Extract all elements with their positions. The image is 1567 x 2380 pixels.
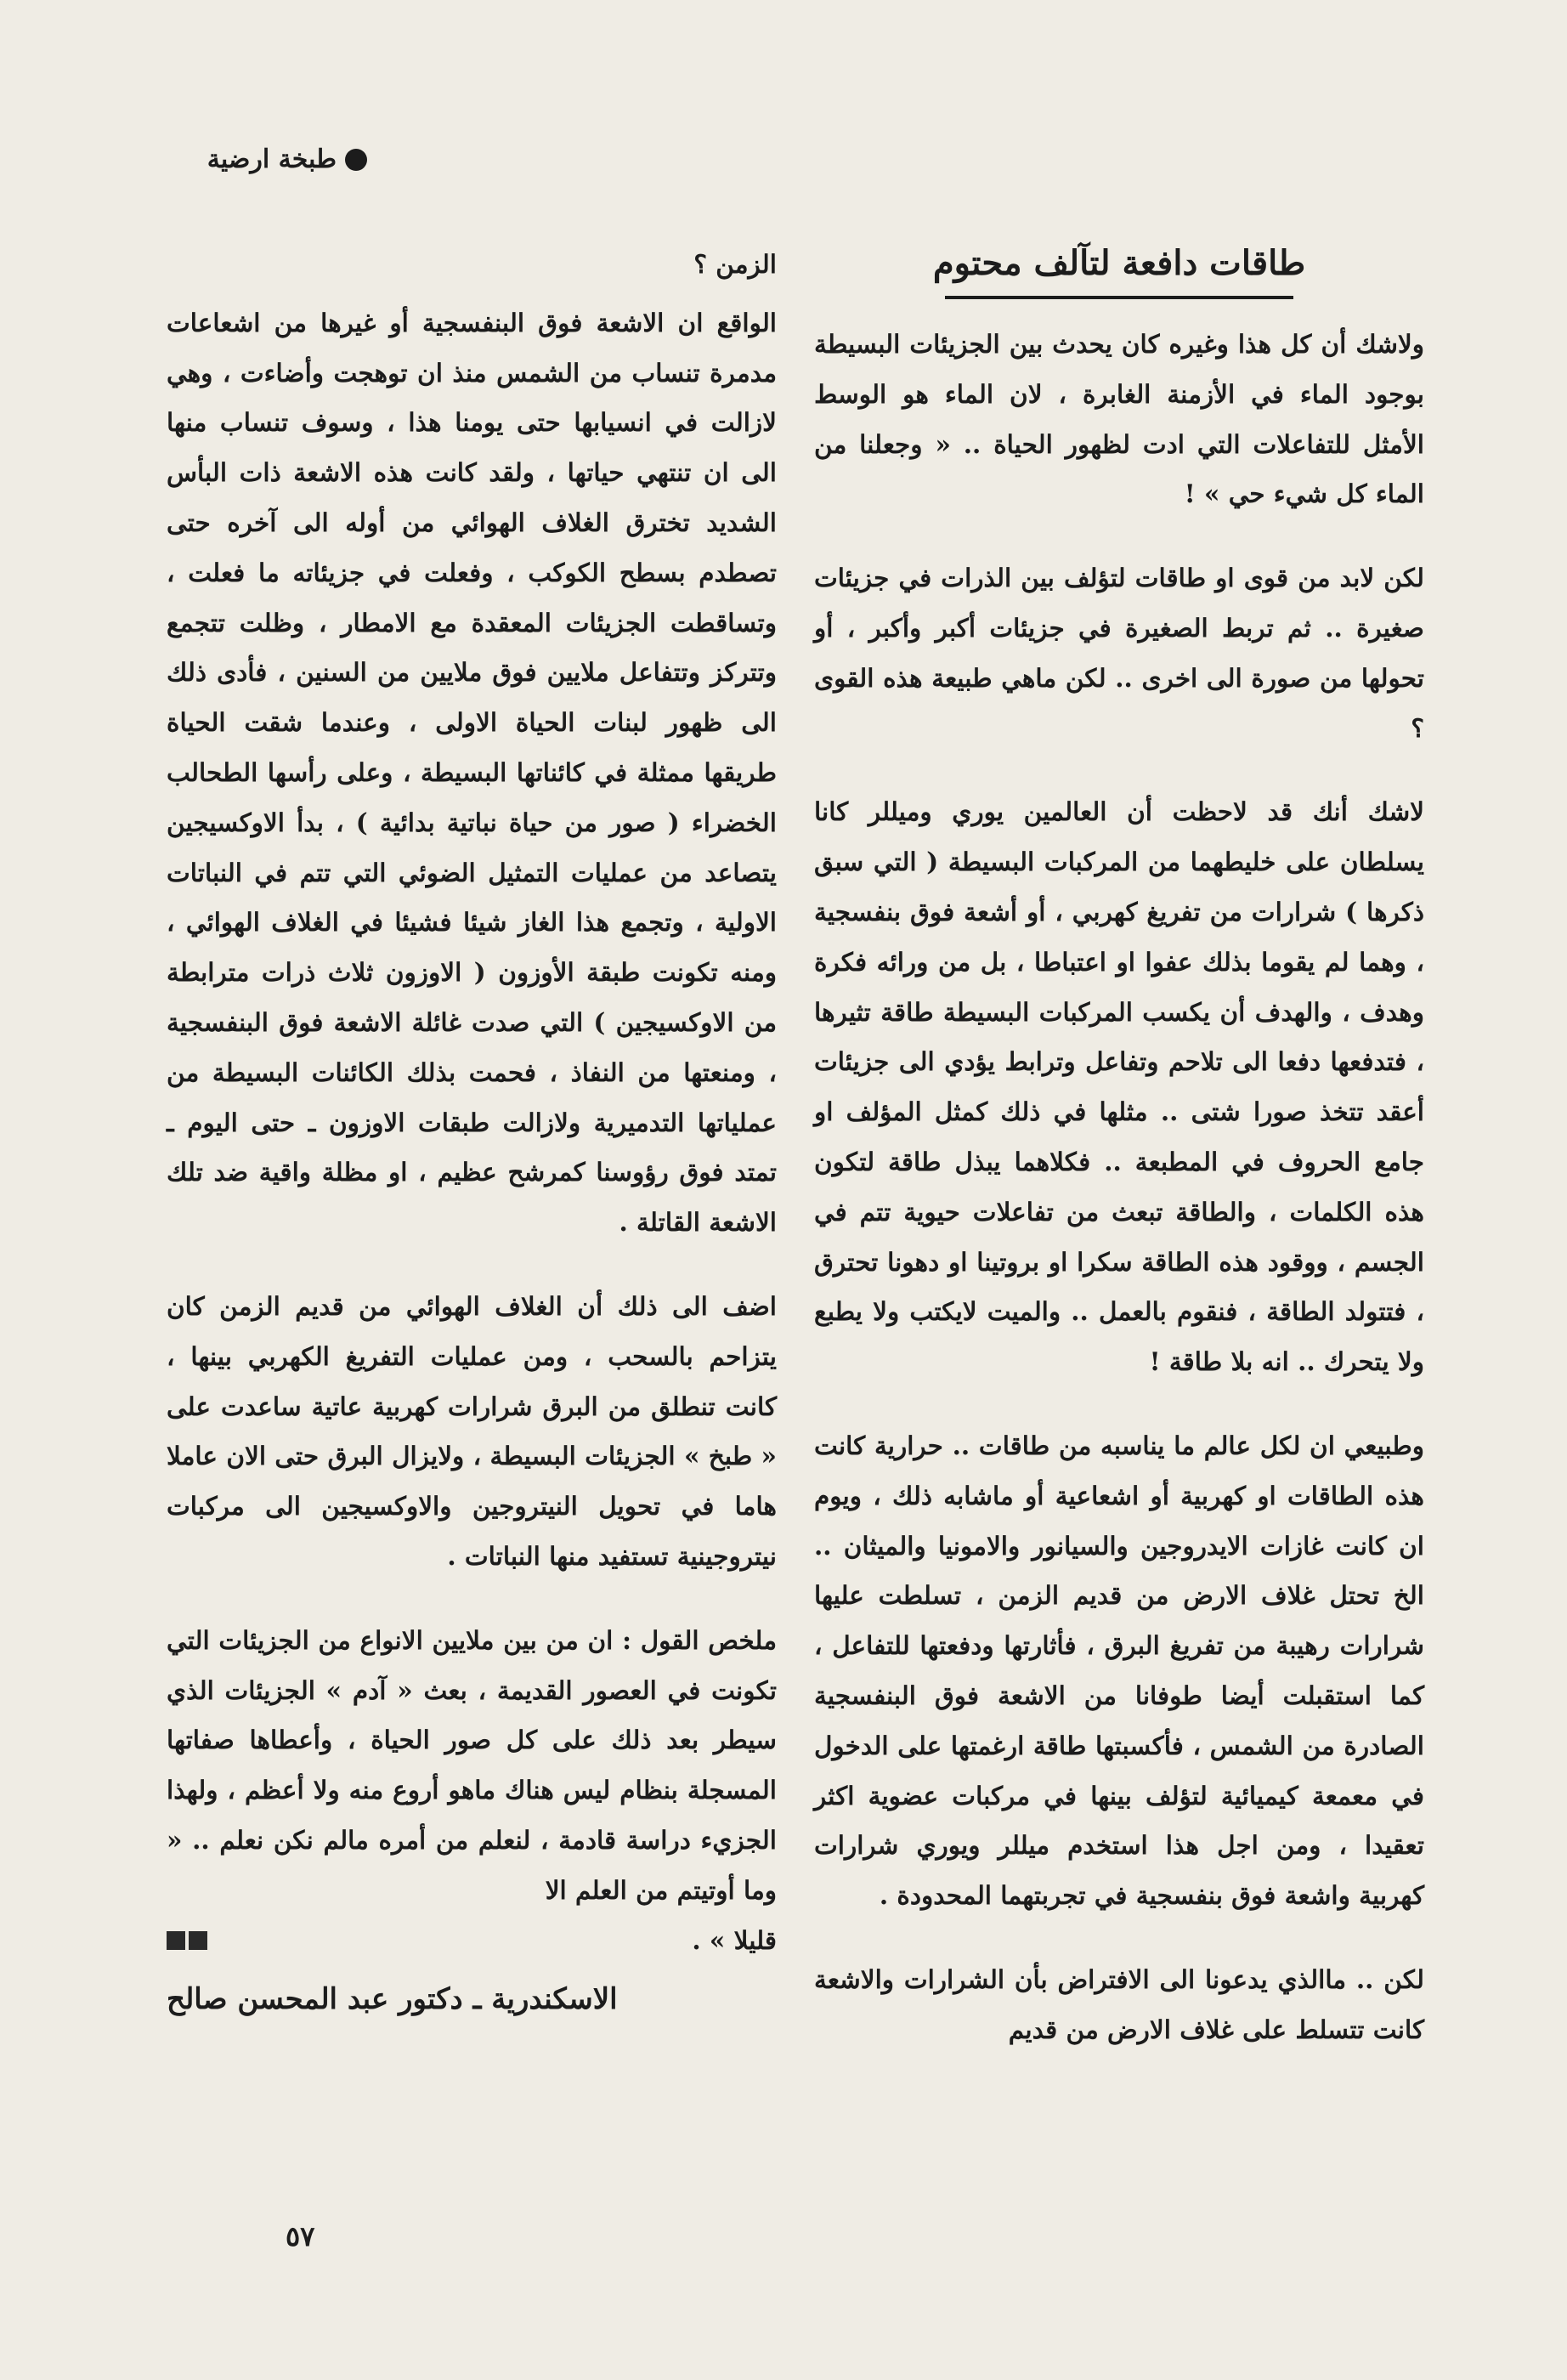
closing-line: قليلا » . — [692, 1924, 777, 1955]
left-column — [167, 240, 777, 2025]
paragraph: لاشك أنك قد لاحظت أن العالمين يوري وميللر كانا يسلطان على خليطهما من المركبات البسيطة ( التي سبق ذكرها ) شرارات من تفريغ كهربي ، أو أشعة فوق بنفسجية ، وهما لم يقوما بذلك عفوا او اعتباطا ، بل من ورائه فكرة وهدف ، والهدف أن يكسب المركبات البسيطة طاقة تثيرها ، فتدفعها دفعا الى تلاحم وتفاعل وترابط يؤدي الى جزيئات أعقد تتخذ صورا شتى .. مثلها في ذلك كمثل المؤلف او جامع الحروف في المطبعة .. فكلاهما يبذل طاقة لتكون هذه الكلمات ، والطاقة تبعث من تفاعلات حيوية تتم في الجسم ، ووقود هذه الطاقة سكرا او بروتينا او دهونا تحترق ، فتتولد الطاقة ، فنقوم بالعمل .. والميت لايكتب ولا يطبع ولا يتحرك .. انه بلا طاقة ! — [814, 796, 1424, 1377]
paragraph: لكن لابد من قوى او طاقات لتؤلف بين الذرات في جزيئات صغيرة .. ثم تربط الصغيرة في جزيئات أكبر وأكبر ، أو تحولها من صورة الى اخرى .. لكن ماهي طبيعة هذه القوى ؟ — [814, 563, 1424, 743]
article-title: طاقات دافعة لتآلف محتوم — [932, 243, 1306, 283]
continuation-line: الزمن ؟ — [693, 249, 777, 279]
paragraph: وطبيعي ان لكل عالم ما يناسبه من طاقات .. حرارية كانت هذه الطاقات او كهربية أو اشعاعية أو ماشابه ذلك ، ويوم ان كانت غازات الايدروجين والسيانور والامونيا والميثان .. الخ تحتل غلاف الارض من قديم الزمن ، تسلطت عليها شرارات رهيبة من تفريغ البرق ، فأثارتها ودفعتها للتفاعل ، كما استقبلت أيضا طوفانا من الاشعة فوق البنفسجية الصادرة من الشمس ، فأكسبتها طاقة ارغمتها على الدخول في معمعة كيميائية لتؤلف بينها في مركبات عضوية اكثر تعقيدا ، ومن اجل هذا استخدم ميللر ويوري شرارات كهربية واشعة فوق بنفسجية في تجربتهما المحدودة . — [814, 1430, 1424, 1911]
paragraph: ولاشك أن كل هذا وغيره كان يحدث بين الجزيئات البسيطة بوجود الماء في الأزمنة الغابرة ، لان الماء هو الوسط الأمثل للتفاعلات التي ادت لظهور الحياة .. « وجعلنا من الماء كل شيء حي » ! — [814, 329, 1424, 509]
paragraph: لكن .. ماالذي يدعونا الى الافتراض بأن الشرارات والاشعة كانت تتسلط على غلاف الارض من قديم — [814, 1964, 1424, 2044]
end-of-article-icon — [167, 1931, 207, 1950]
author-byline: الاسكندرية ـ دكتور عبد المحسن صالح — [167, 1982, 618, 2017]
paragraph: الواقع ان الاشعة فوق البنفسجية أو غيرها من اشعاعات مدمرة تنساب من الشمس منذ ان توهجت وأضاءت ، وهي لازالت في انسيابها حتى يومنا هذا ، وسوف تنساب منها الى ان تنتهي حياتها ، ولقد كانت هذه الاشعة ذات البأس الشديد تخترق الغلاف الهوائي من أوله الى آخره حتى تصطدم بسطح الكوكب ، وفعلت في جزيئاته ما فعلت ، وتساقطت الجزيئات المعقدة مع الامطار ، وظلت تتجمع وتتركز وتتفاعل ملايين فوق ملايين من السنين ، فأدى ذلك الى ظهور لبنات الحياة الاولى ، وعندما شقت الحياة طريقها ممثلة في كائناتها البسيطة ، وعلى رأسها الطحالب الخضراء ( صور من حياة نباتية بدائية ) ، بدأ الاوكسيجين يتصاعد من عمليات التمثيل الضوئي التي تتم في النباتات الاولية ، وتجمع هذا الغاز شيئا فشيئا في الغلاف الهوائي ، ومنه تكونت طبقة الأوزون ( الاوزون ثلاث ذرات مترابطة من الاوكسيجين ) التي صدت غائلة الاشعة فوق البنفسجية ، ومنعتها من النفاذ ، فحمت بذلك الكائنات البسيطة من عملياتها التدميرية ولازالت طبقات الاوزون ـ حتى اليوم ـ تمتد فوق رؤوسنا كمرشح عظيم ، او مظلة واقية ضد تلك الاشعة القاتلة . — [167, 307, 777, 1238]
title-underline — [945, 296, 1293, 299]
section-label-text: طبخة ارضية — [206, 144, 337, 174]
closing-line-row — [167, 1916, 777, 1966]
right-column — [814, 238, 1424, 2089]
paragraph: اضف الى ذلك أن الغلاف الهوائي من قديم الزمن كان يتزاحم بالسحب ، ومن عمليات التفريغ الكهربي بينها ، كانت تنطلق من البرق شرارات كهربية عاتية ساعدت على « طبخ » الجزيئات البسيطة ، ولايزال البرق حتى الان عاملا هاما في تحويل النيتروجين والاوكسيجين الى مركبات نيتروجينية تستفيد منها النباتات . — [167, 1290, 777, 1571]
paragraph: ملخص القول : ان من بين ملايين الانواع من الجزيئات التي تكونت في العصور القديمة ، بعث « آدم » الجزيئات الذي سيطر بعد ذلك على كل صور الحياة ، وأعطاها صفاتها المسجلة بنظام ليس هناك ماهو أروع منه ولا أعظم ، ولهذا الجزيء دراسة قادمة ، لنعلم من أمره مالم نكن نعلم .. « وما أوتيتم من العلم الا — [167, 1624, 777, 1905]
page-number: ٥٧ — [286, 2220, 315, 2252]
bullet-icon — [345, 149, 367, 171]
section-label — [207, 144, 367, 174]
